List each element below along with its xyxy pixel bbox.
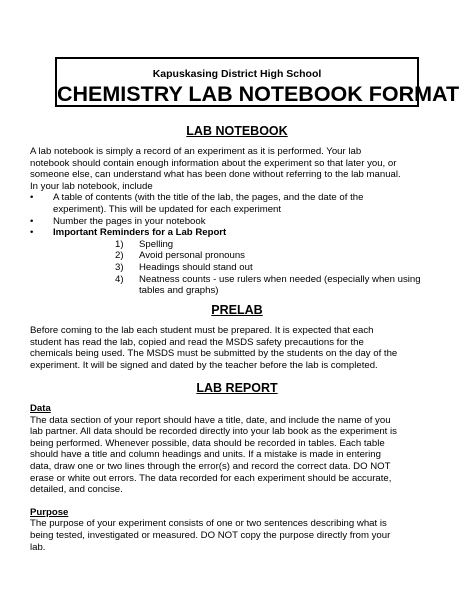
data-line: lab partner. All data should be recorded directly into your lab book as the experiment is [30, 426, 397, 438]
subheading-purpose: Purpose [30, 506, 69, 518]
prelab-line: chemicals being used. The MSDS must be submitted by the students on the day of the [30, 348, 398, 360]
reminder-item [30, 239, 446, 251]
purpose-line: being tested, investigated or measured. DO NOT copy the purpose directly from your [30, 529, 391, 541]
heading-prelab: PRELAB [211, 303, 263, 317]
data-paragraph [30, 415, 446, 496]
bullet-item-reminders [30, 227, 446, 239]
document-title: CHEMISTRY LAB NOTEBOOK FORMAT [57, 82, 460, 106]
heading-lab-notebook: LAB NOTEBOOK [186, 124, 288, 138]
title-box [55, 57, 460, 107]
reminder-item [30, 250, 446, 262]
reminder-line: Spelling [139, 238, 174, 250]
reminder-line: Avoid personal pronouns [139, 250, 245, 262]
purpose-paragraph [30, 518, 446, 553]
purpose-line: lab. [30, 541, 46, 553]
lab-report-section [30, 403, 446, 553]
bullet-item-table-of-contents [30, 192, 446, 215]
lab-notebook-section [30, 146, 446, 297]
reminder-number: 3) [115, 261, 124, 273]
heading-lab-report: LAB REPORT [196, 381, 278, 395]
bullet-icon: • [30, 192, 34, 204]
prelab-line: experiment. It will be signed and dated by the teacher before the lab is completed. [30, 359, 378, 371]
prelab-section [30, 325, 446, 371]
reminder-number: 1) [115, 238, 124, 250]
school-name: Kapuskasing District High School [152, 68, 322, 80]
reminder-line: tables and graphs) [139, 285, 219, 297]
prelab-line: Before coming to the lab each student must be prepared. It is expected that each [30, 325, 374, 336]
data-line: being performed. Whenever possible, data should be recorded in tables. Each table [30, 437, 385, 449]
data-line: detailed, and concise. [30, 484, 123, 496]
intro-line: A lab notebook is simply a record of an experiment as it is performed. Your lab [30, 146, 362, 157]
subheading-data: Data [30, 403, 51, 414]
purpose-line: The purpose of your experiment consists of one or two sentences describing what is [30, 518, 387, 530]
bullet-line: Important Reminders for a Lab Report [53, 227, 227, 239]
bullet-line: A table of contents (with the title of the lab, the pages, and the date of the [53, 192, 364, 204]
reminder-item [30, 262, 446, 274]
data-line: data, draw one or two lines through the error(s) and record the correct data. DO NOT [30, 460, 391, 472]
bullet-icon: • [30, 227, 34, 239]
bullet-item-number-pages [30, 216, 446, 228]
prelab-line: student has read the lab, copied and read the MSDS safety precautions for the [30, 336, 364, 348]
lab-notebook-intro [30, 146, 446, 192]
data-line: should have a title and column headings and units. If a mistake is made in entering [30, 449, 381, 461]
reminder-number: 2) [115, 250, 124, 262]
data-line: The data section of your report should have a title, date, and include the name of you [30, 414, 391, 426]
bullet-icon: • [30, 215, 34, 227]
intro-line: notebook should contain enough information about the experiment so that later you, or [30, 157, 397, 169]
reminder-line: Neatness counts - use rulers when needed (especially when using [139, 273, 421, 285]
reminder-number: 4) [115, 273, 124, 285]
data-line: erase or white out errors. The data recorded for each experiment should be accurate, [30, 472, 392, 484]
intro-line: In your lab notebook, include [30, 180, 153, 192]
bullet-line: experiment). This will be updated for each experiment [53, 203, 282, 215]
intro-line: someone else, can understand what has been done without referring to the lab manual. [30, 169, 401, 181]
reminder-line: Headings should stand out [139, 261, 253, 273]
reminder-item [30, 274, 446, 297]
bullet-line: Number the pages in your notebook [53, 215, 206, 227]
